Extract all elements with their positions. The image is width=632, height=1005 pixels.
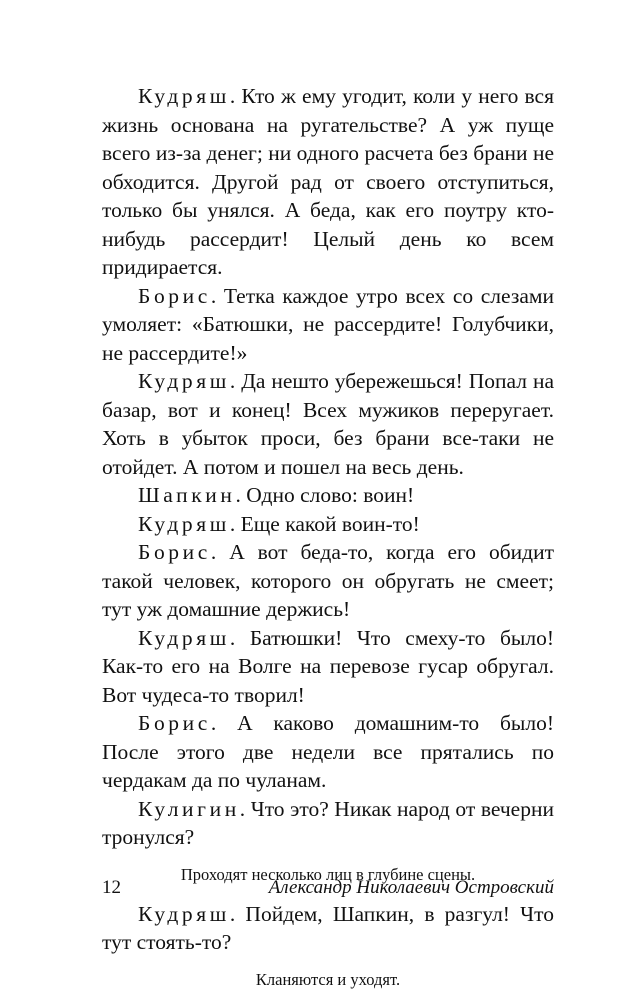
speech-paragraph — [102, 82, 554, 282]
speech-text: . Батюшки! Что смеху-то было! Как-то его на Волге на перевозе гусар обругал. Вот чудеса-то творил! — [102, 625, 554, 707]
speaker-name: Кудряш — [138, 84, 230, 108]
speech-paragraph — [102, 367, 554, 481]
speech-paragraph — [102, 900, 554, 957]
speech-paragraph — [102, 481, 554, 510]
speech-text: . Еще какой воин-то! — [229, 511, 420, 536]
speaker-name: Борис — [138, 283, 211, 308]
stage-direction: Проходят несколько лиц в глубине сцены. — [180, 864, 476, 884]
speech-text: . А каково домашним-то было! После этого две недели все прятались по чердакам да по чуланам. — [102, 711, 554, 792]
speaker-name: Борис — [138, 540, 211, 564]
speaker-name: Кудряш — [138, 369, 230, 393]
speech-paragraph — [102, 624, 554, 710]
speech-paragraph — [102, 709, 554, 795]
speaker-name: Кудряш — [138, 625, 230, 650]
stage-direction: Кланяются и уходят. — [255, 969, 401, 989]
speech-paragraph — [102, 282, 554, 368]
speaker-name: Кудряш — [138, 901, 230, 926]
speech-paragraph — [102, 795, 554, 852]
speech-text: . А вот беда-то, когда его обидит такой человек, которого он обругать не смеет; тут уж домашние держись! — [102, 540, 554, 621]
speaker-name: Борис — [138, 711, 211, 735]
running-head-author: Александр Николаевич Островский — [268, 877, 554, 898]
speech-text: . Что это? Никак народ от вечерни тронулся? — [102, 796, 554, 849]
page-number: 12 — [102, 877, 121, 898]
speech-paragraph — [102, 510, 554, 539]
speech-text: . Кто ж ему угодит, коли у него вся жизнь основана на ругательстве? А уж пуще всего из-за денег; ни одного расчета без брани не обходится. Другой рад от своего отступиться, только бы унялся. А беда, как его поутру кто-нибудь рассердит! Целый день ко всем придирается. — [102, 84, 554, 279]
speaker-name: Шапкин — [138, 483, 236, 507]
speech-text: . Да нешто убережешься! Попал на базар, вот и конец! Всех мужиков переругает. Хоть в убыток проси, без брани все-таки не отойдет. А потом и пошел на весь день. — [102, 369, 554, 479]
speech-text: . Тетка каждое утро всех со слезами умоляет: «Батюшки, не рассердите! Голубчики, не рассердите!» — [102, 283, 554, 365]
page-body — [102, 82, 554, 1005]
speech-text: . Одно слово: воин! — [235, 483, 415, 507]
speaker-name: Кудряш — [138, 511, 230, 536]
speaker-name: Кулигин — [138, 796, 240, 821]
speech-text: . Пойдем, Шапкин, в разгул! Что тут стоять-то? — [102, 901, 554, 954]
speech-paragraph — [102, 538, 554, 624]
